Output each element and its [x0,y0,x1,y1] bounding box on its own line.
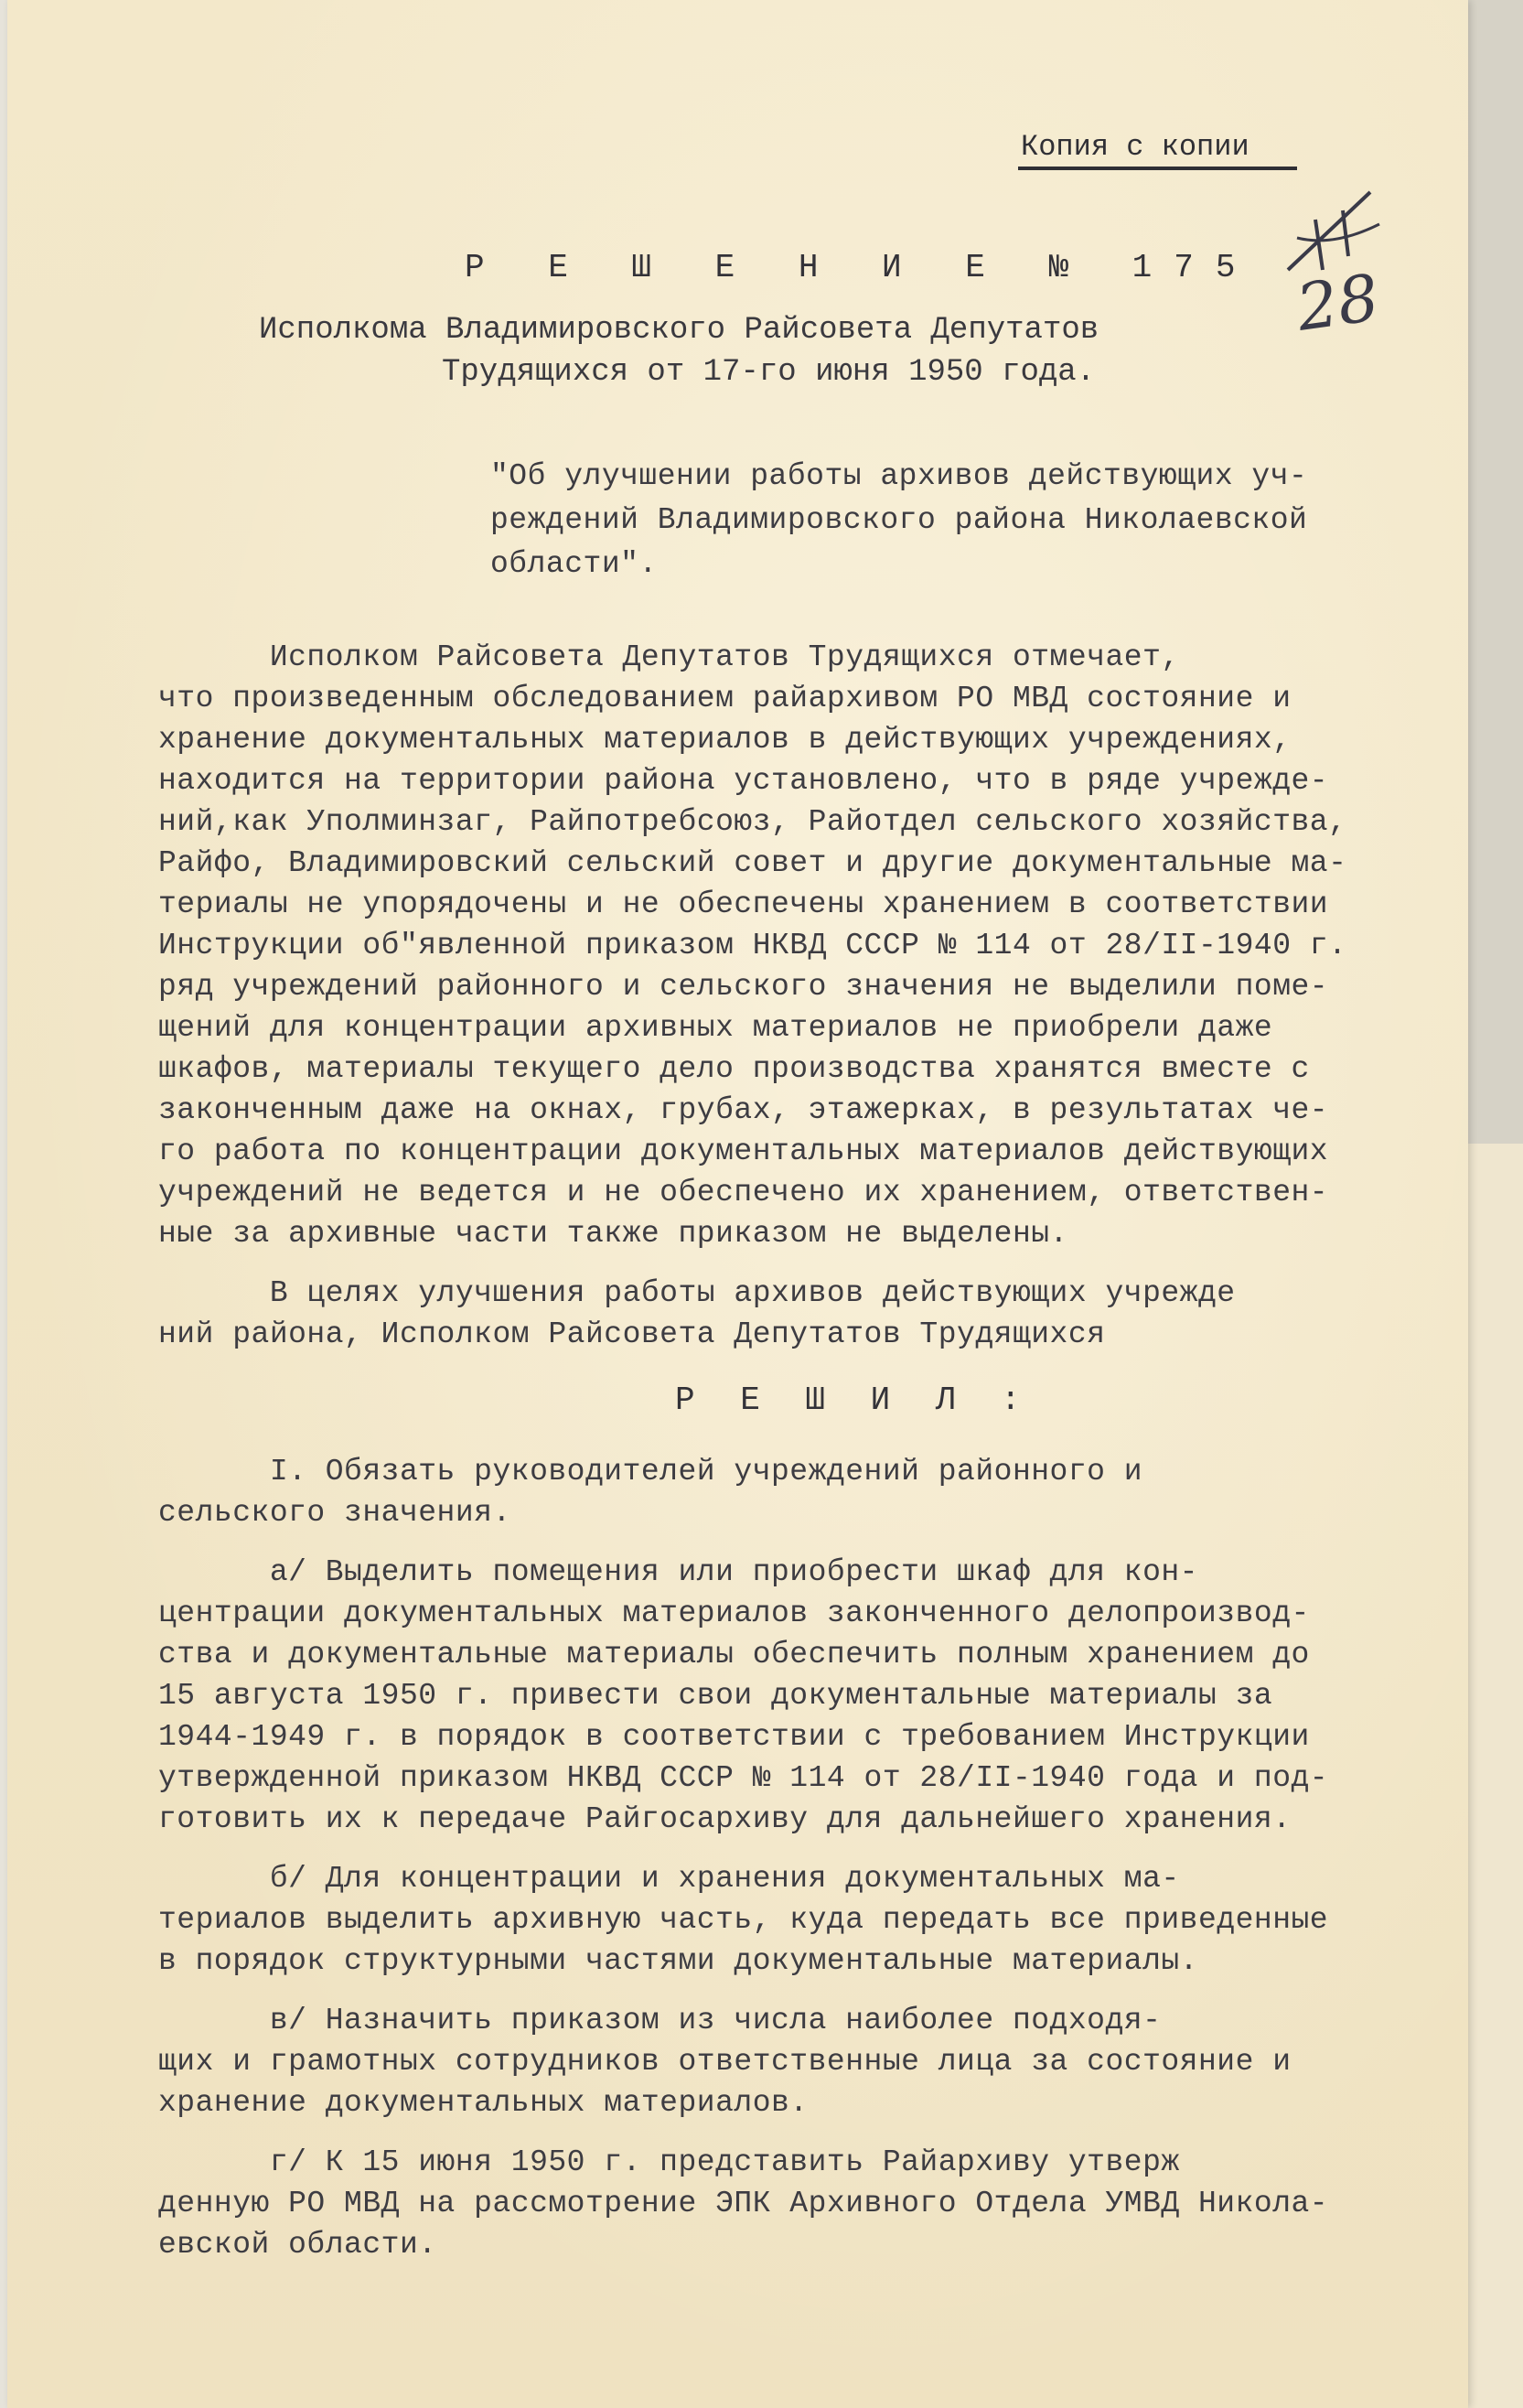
point-v-line: в/ Назначить приказом из числа наиболее подходя- [158,2004,1162,2037]
resolved-heading: Р Е Ш И Л : [675,1381,1034,1419]
body-line: что произведенным обследованием райархивом РО МВД состояние и [158,682,1292,715]
point-1-line: I. Обязать руководителей учреждений районного и [158,1455,1143,1489]
body-line: щений для концентрации архивных материалов не приобрели даже [158,1011,1273,1045]
body-line: законченным даже на окнах, грубах, этажерках, в результатах че- [158,1093,1329,1127]
body-line: Райфо, Владимировский сельский совет и другие документальные ма- [158,846,1347,880]
body-line: териалы не упорядочены и не обеспечены хранением в соответствии [158,887,1329,921]
topic-line: "Об улучшении работы архивов действующих уч- [490,459,1308,493]
point-b-line: б/ Для концентрации и хранения документальных ма- [158,1862,1180,1896]
body-line: го работа по концентрации документальных материалов действующих [158,1134,1329,1168]
page-number: 28 [1292,260,1384,346]
copy-label: Копия с копии [1021,130,1250,164]
point-v-line: щих и грамотных сотрудников ответственные лица за состояние и [158,2045,1292,2079]
body-line: ний,как Уполминзаг, Райпотребсоюз, Райотдел сельского хозяйства, [158,805,1347,839]
point-a-line: ства и документальные материалы обеспечить полным хранением до [158,1638,1310,1672]
point-a-line: утвержденной приказом НКВД СССР № 114 от 28/II-1940 года и под- [158,1761,1329,1795]
topic-line: области". [490,547,658,581]
point-a-line: а/ Выделить помещения или приобрести шкаф для кон- [158,1555,1198,1589]
body-line: ряд учреждений районного и сельского значения не выделили поме- [158,970,1329,1004]
body-line: учреждений не ведется и не обеспечено их хранением, ответствен- [158,1176,1329,1209]
document-title: Р Е Ш Е Н И Е № 175 [465,249,1258,286]
body-line: хранение документальных материалов в действующих учреждениях, [158,723,1292,757]
point-a-line: готовить их к передаче Райгосархиву для дальнейшего хранения. [158,1802,1292,1836]
point-v-line: хранение документальных материалов. [158,2086,809,2120]
body-line: шкафов, материалы текущего дело производства хранятся вместе с [158,1052,1310,1086]
document-subtitle-line-2: Трудящихся от 17-го июня 1950 года. [442,355,1096,390]
document-page [7,0,1468,2408]
body-line: ные за архивные части также приказом не выделены. [158,1217,1068,1251]
purpose-line: В целях улучшения работы архивов действующих учрежде [158,1276,1236,1310]
point-1-line: сельского значения. [158,1496,511,1530]
body-line: Исполком Райсовета Депутатов Трудящихся отмечает, [158,640,1180,674]
point-g-line: евской области. [158,2228,437,2262]
copy-label-underline [1018,167,1297,170]
point-a-line: 15 августа 1950 г. привести свои документальные материалы за [158,1679,1273,1713]
purpose-line: ний района, Исполком Райсовета Депутатов Трудящихся [158,1317,1106,1351]
body-line: находится на территории района установлено, что в ряде учрежде- [158,764,1329,798]
point-g-line: г/ К 15 июня 1950 г. представить Райархиву утверж [158,2145,1180,2179]
point-a-line: 1944-1949 г. в порядок в соответствии с требованием Инструкции [158,1720,1310,1754]
point-b-line: в порядок структурными частями документальные материалы. [158,1944,1198,1978]
point-a-line: центрации документальных материалов законченного делопроизвод- [158,1596,1310,1630]
point-b-line: териалов выделить архивную часть, куда передать все приведенные [158,1903,1329,1937]
body-line: Инструкции об"явленной приказом НКВД СССР № 114 от 28/II-1940 г. [158,929,1347,962]
point-g-line: денную РО МВД на рассмотрение ЭПК Архивного Отдела УМВД Никола- [158,2187,1329,2220]
topic-line: реждений Владимировского района Николаевской [490,503,1308,537]
document-subtitle-line-1: Исполкома Владимировского Райсовета Депутатов [259,313,1099,348]
